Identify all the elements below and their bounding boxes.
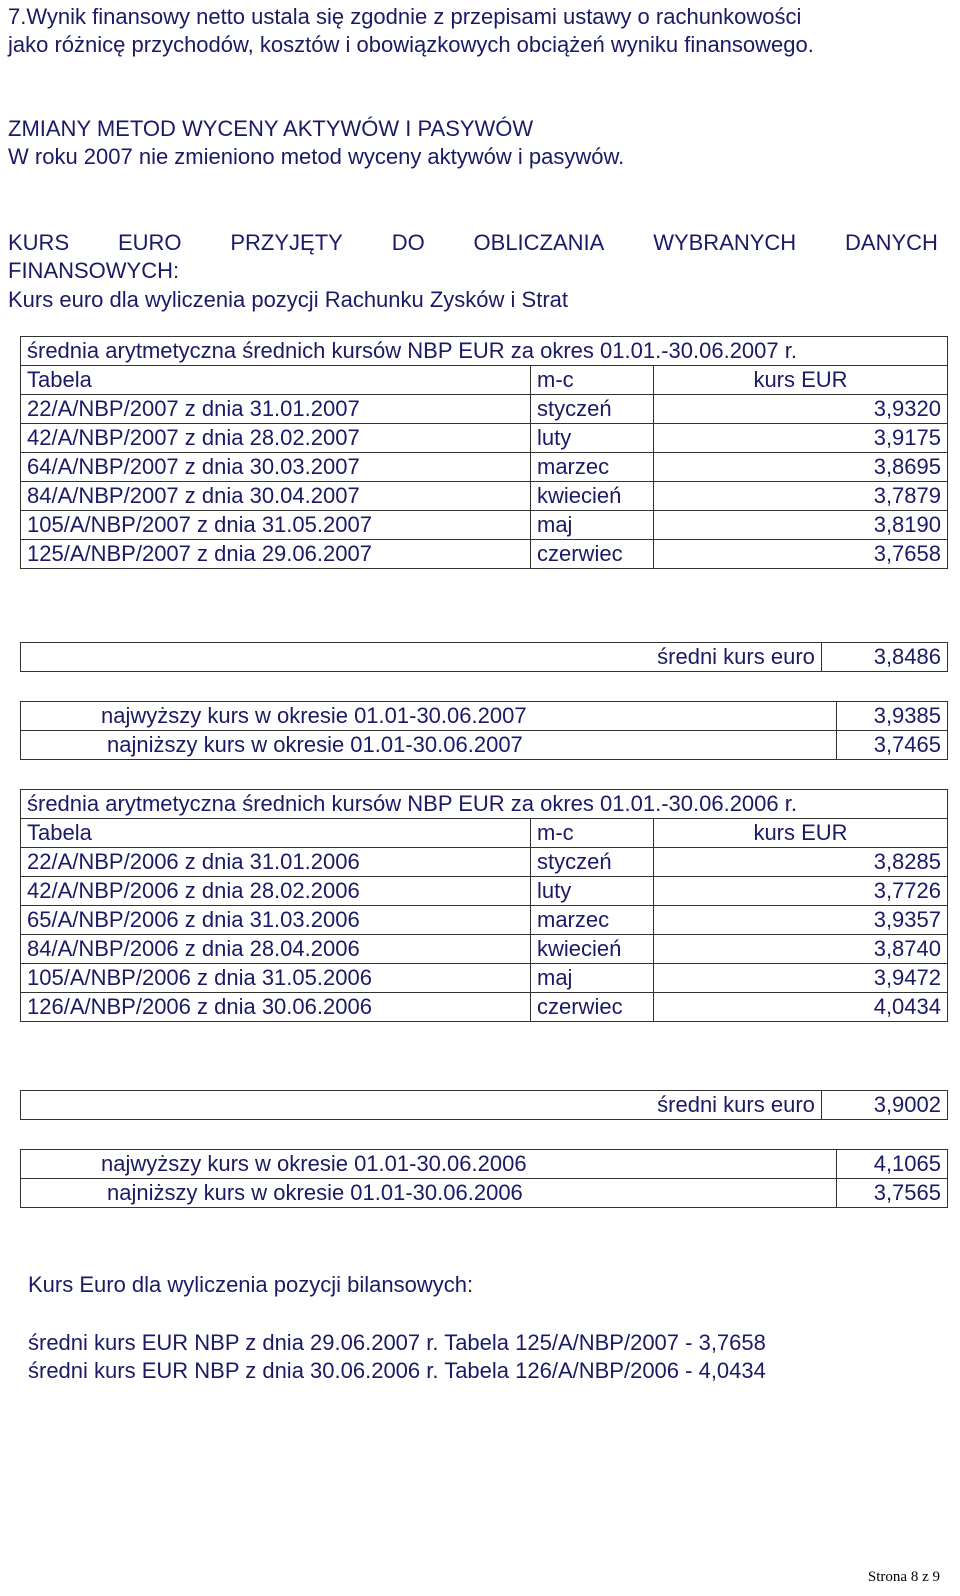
table-row: [21, 395, 948, 424]
max-value: 4,1065: [836, 1150, 947, 1179]
table-row: [21, 906, 948, 935]
max-label: najwyższy kurs w okresie 01.01-30.06.2007: [21, 702, 837, 731]
rates-table-2007: [20, 336, 948, 569]
kurs-heading-word: DO: [391, 230, 425, 255]
cell-tabela: 84/A/NBP/2006 z dnia 28.04.2006: [21, 935, 531, 964]
intro-line-2: jako różnicę przychodów, kosztów i obowiązkowych obciążeń wyniku finansowego.: [8, 32, 814, 57]
kurs-heading-word: OBLICZANIA: [473, 230, 605, 255]
extremes-table-2006: [20, 1149, 948, 1208]
cell-kurs: 3,7658: [654, 540, 948, 569]
cell-tabela: 125/A/NBP/2007 z dnia 29.06.2007: [21, 540, 531, 569]
cell-mc: styczeń: [531, 395, 654, 424]
table-row: [21, 424, 948, 453]
kurs-heading-word: WYBRANYCH: [653, 230, 797, 255]
table-row: [21, 482, 948, 511]
table-row: [21, 964, 948, 993]
cell-tabela: 65/A/NBP/2006 z dnia 31.03.2006: [21, 906, 531, 935]
table-row: [21, 453, 948, 482]
average-value: 3,9002: [821, 1091, 947, 1120]
average-label: średni kurs euro: [21, 643, 822, 672]
max-label: najwyższy kurs w okresie 01.01-30.06.2006: [21, 1150, 837, 1179]
cell-tabela: 105/A/NBP/2006 z dnia 31.05.2006: [21, 964, 531, 993]
kurs-subheading: Kurs euro dla wyliczenia pozycji Rachunku Zysków i Strat: [8, 287, 569, 312]
table-row: [21, 511, 948, 540]
table-row: [21, 993, 948, 1022]
col-header-kurs: kurs EUR: [654, 819, 948, 848]
kurs-heading-word: KURS: [8, 230, 70, 255]
cell-tabela: 22/A/NBP/2006 z dnia 31.01.2006: [21, 848, 531, 877]
methods-heading: ZMIANY METOD WYCENY AKTYWÓW I PASYWÓW: [8, 116, 534, 141]
balance-heading: Kurs Euro dla wyliczenia pozycji bilansowych:: [28, 1272, 474, 1297]
cell-mc: czerwiec: [531, 993, 654, 1022]
cell-mc: marzec: [531, 906, 654, 935]
period-label: średnia arytmetyczna średnich kursów NBP EUR za okres 01.01.-30.06.2007 r.: [21, 337, 948, 366]
cell-kurs: 3,8740: [654, 935, 948, 964]
cell-mc: czerwiec: [531, 540, 654, 569]
intro-line-1: 7.Wynik finansowy netto ustala się zgodnie z przepisami ustawy o rachunkowości: [8, 4, 802, 29]
extremes-table-2007: [20, 701, 948, 760]
rates-table-2006: [20, 789, 948, 1022]
kurs-heading-line-2: FINANSOWYCH:: [8, 258, 180, 283]
average-table-2007: [20, 642, 948, 672]
cell-kurs: 3,7726: [654, 877, 948, 906]
kurs-heading-word: DANYCH: [845, 230, 938, 255]
balance-line-2: średni kurs EUR NBP z dnia 30.06.2006 r. Tabela 126/A/NBP/2006 - 4,0434: [28, 1358, 766, 1383]
cell-tabela: 105/A/NBP/2007 z dnia 31.05.2007: [21, 511, 531, 540]
col-header-tabela: Tabela: [21, 366, 531, 395]
min-label: najniższy kurs w okresie 01.01-30.06.2007: [21, 731, 837, 760]
average-table-2006: [20, 1090, 948, 1120]
balance-line-1: średni kurs EUR NBP z dnia 29.06.2007 r. Tabela 125/A/NBP/2007 - 3,7658: [28, 1330, 766, 1355]
cell-kurs: 3,9320: [654, 395, 948, 424]
page-number: Strona 8 z 9: [867, 1569, 940, 1585]
kurs-heading-word: PRZYJĘTY: [230, 230, 343, 255]
col-header-tabela: Tabela: [21, 819, 531, 848]
table-row: [21, 935, 948, 964]
cell-tabela: 22/A/NBP/2007 z dnia 31.01.2007: [21, 395, 531, 424]
cell-kurs: 3,8695: [654, 453, 948, 482]
period-label: średnia arytmetyczna średnich kursów NBP EUR za okres 01.01.-30.06.2006 r.: [21, 790, 948, 819]
cell-kurs: 3,9357: [654, 906, 948, 935]
table-row: [21, 877, 948, 906]
cell-kurs: 3,8285: [654, 848, 948, 877]
cell-tabela: 126/A/NBP/2006 z dnia 30.06.2006: [21, 993, 531, 1022]
cell-kurs: 4,0434: [654, 993, 948, 1022]
cell-tabela: 42/A/NBP/2006 z dnia 28.02.2006: [21, 877, 531, 906]
cell-mc: styczeń: [531, 848, 654, 877]
max-value: 3,9385: [836, 702, 947, 731]
cell-tabela: 84/A/NBP/2007 z dnia 30.04.2007: [21, 482, 531, 511]
table-row: [21, 848, 948, 877]
cell-mc: kwiecień: [531, 482, 654, 511]
cell-tabela: 42/A/NBP/2007 z dnia 28.02.2007: [21, 424, 531, 453]
average-value: 3,8486: [821, 643, 947, 672]
kurs-heading-word: EURO: [117, 230, 182, 255]
min-label: najniższy kurs w okresie 01.01-30.06.2006: [21, 1179, 837, 1208]
kurs-heading: [8, 230, 938, 256]
cell-kurs: 3,9472: [654, 964, 948, 993]
cell-kurs: 3,9175: [654, 424, 948, 453]
average-label: średni kurs euro: [21, 1091, 822, 1120]
methods-text: W roku 2007 nie zmieniono metod wyceny aktywów i pasywów.: [8, 144, 625, 169]
cell-mc: maj: [531, 511, 654, 540]
cell-mc: maj: [531, 964, 654, 993]
table-row: [21, 540, 948, 569]
cell-kurs: 3,7879: [654, 482, 948, 511]
table-header-row: [21, 819, 948, 848]
cell-tabela: 64/A/NBP/2007 z dnia 30.03.2007: [21, 453, 531, 482]
col-header-mc: m-c: [531, 819, 654, 848]
table-header-row: [21, 366, 948, 395]
col-header-kurs: kurs EUR: [654, 366, 948, 395]
cell-mc: luty: [531, 424, 654, 453]
cell-mc: luty: [531, 877, 654, 906]
cell-mc: kwiecień: [531, 935, 654, 964]
min-value: 3,7565: [836, 1179, 947, 1208]
cell-mc: marzec: [531, 453, 654, 482]
cell-kurs: 3,8190: [654, 511, 948, 540]
min-value: 3,7465: [836, 731, 947, 760]
col-header-mc: m-c: [531, 366, 654, 395]
